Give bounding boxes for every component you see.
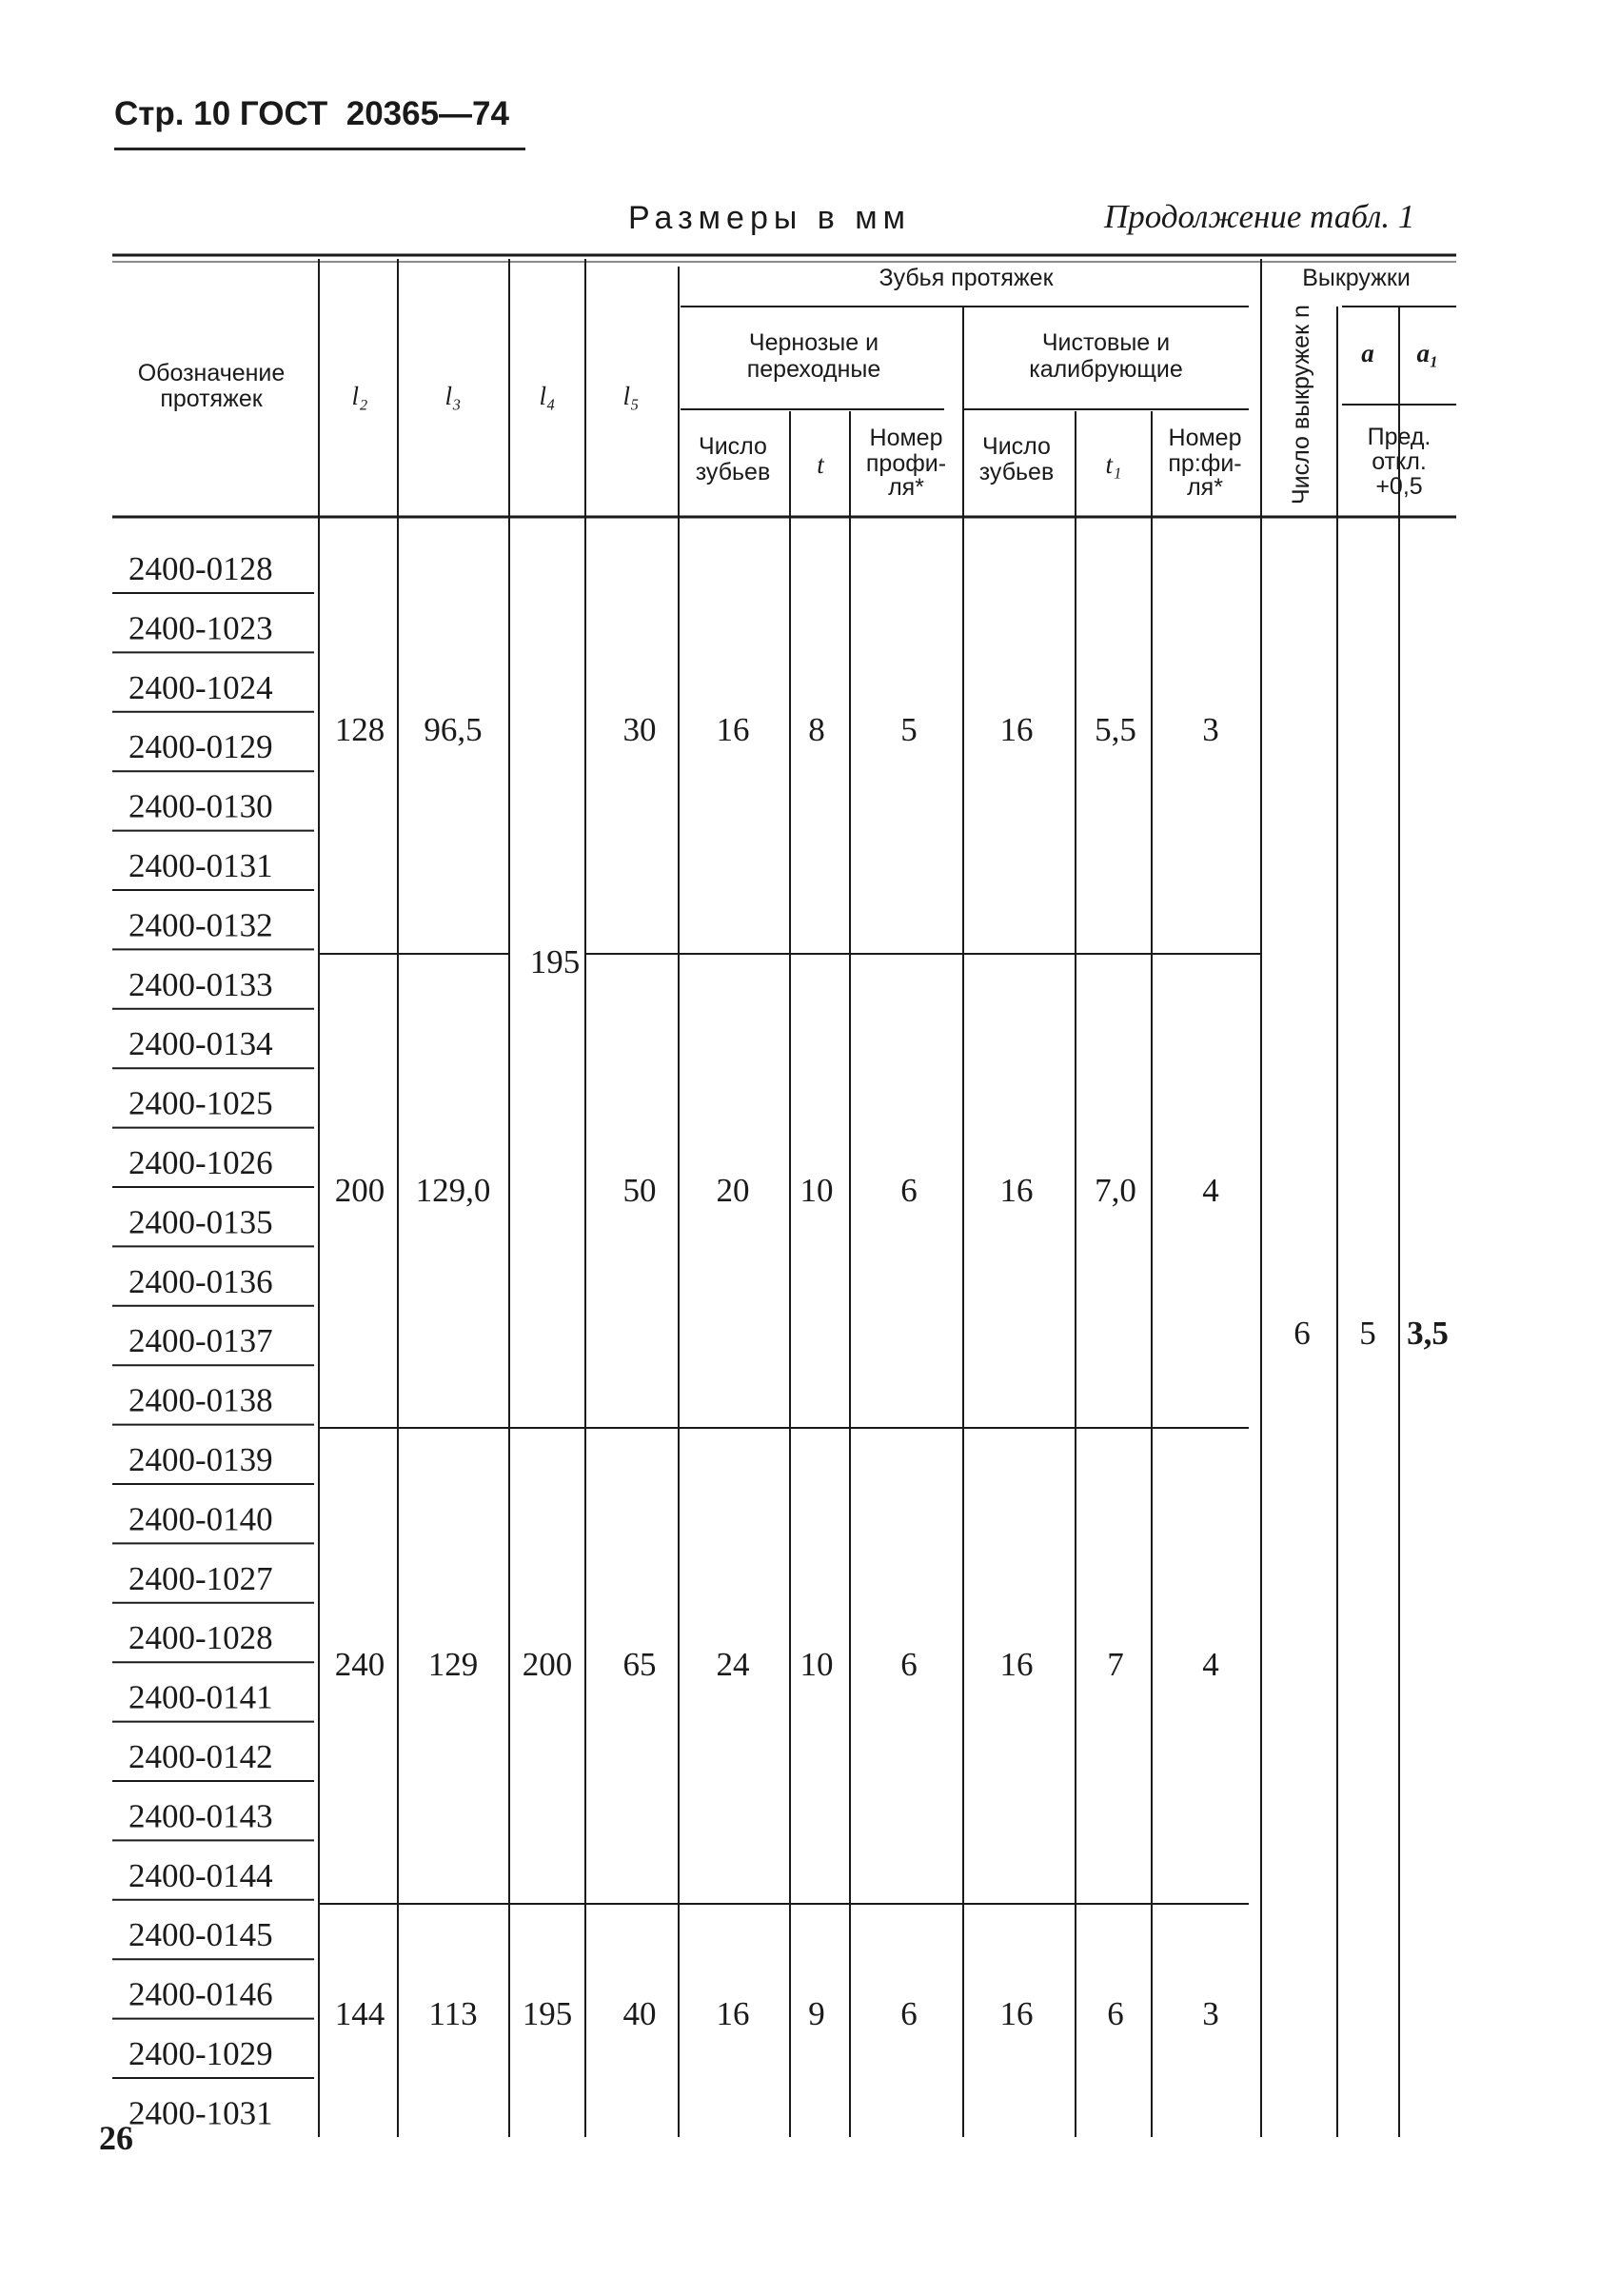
finish-profile-1: Номер	[1168, 425, 1242, 451]
finish-teeth-count-2: зубьев	[978, 459, 1055, 485]
designation-code: 2400-0142	[128, 1738, 273, 1775]
page-number: 26	[99, 2119, 133, 2157]
finish-group-line1: Чистовые и	[1041, 329, 1171, 356]
cell-prof-finish: 3	[1202, 711, 1219, 748]
cell-t1: 7,0	[1095, 1172, 1136, 1209]
rough-profile-1: Номер	[869, 425, 943, 451]
teeth-group: Зубья протяжек	[879, 265, 1054, 291]
recess-count-label: Число выкружек n	[1288, 305, 1314, 505]
rough-group-line1: Чернозые и	[748, 329, 879, 356]
finish-teeth-count-1: Число	[982, 433, 1051, 460]
cell-l4: 200	[522, 1646, 573, 1683]
cell-prof-finish: 4	[1202, 1172, 1219, 1209]
designation-code: 2400-0129	[128, 728, 273, 766]
cell-n-rough: 16	[716, 1995, 750, 2032]
cell-prof-finish: 4	[1202, 1646, 1219, 1683]
cell-l2: 128	[334, 711, 385, 748]
col-l5: l₅	[622, 382, 640, 410]
finish-profile-3: ля*	[1187, 474, 1223, 501]
cell-l3: 129	[427, 1646, 479, 1683]
cell-l5: 50	[622, 1172, 657, 1209]
tolerance-1: Пред.	[1367, 424, 1431, 450]
designation-code: 2400-1024	[128, 668, 273, 706]
designation-code: 2400-0131	[128, 847, 273, 884]
cell-t: 10	[800, 1646, 834, 1683]
cell-prof-rough: 6	[900, 1172, 918, 1209]
designation-code: 2400-0130	[128, 787, 273, 825]
designation-code: 2400-0132	[128, 906, 273, 944]
designation-code: 2400-0138	[128, 1381, 273, 1419]
col-designation-line1: Обозначение	[137, 360, 286, 386]
cell-l5: 65	[622, 1646, 657, 1683]
cell-l5: 40	[622, 1995, 657, 2032]
finish-group-line2: калибрующие	[1029, 356, 1183, 383]
designation-code: 2400-0143	[128, 1797, 273, 1835]
designation-code: 2400-0139	[128, 1441, 273, 1478]
designation-code: 2400-0134	[128, 1025, 273, 1063]
rough-profile-3: ля*	[888, 474, 924, 501]
cell-prof-rough: 5	[900, 711, 918, 748]
designation-code: 2400-0145	[128, 1916, 273, 1954]
cell-n-finish: 16	[999, 1646, 1034, 1683]
rough-teeth-count-1: Число	[699, 433, 767, 460]
rough-teeth-count-2: зубьев	[695, 459, 771, 485]
tolerance-3: +0,5	[1375, 473, 1423, 500]
cell-t1: 7	[1107, 1646, 1124, 1683]
designation-code: 2400-0146	[128, 1975, 273, 2013]
col-a: a	[1361, 339, 1374, 367]
finish-profile-2: пр:фи-	[1168, 450, 1242, 477]
cell-l3: 129,0	[415, 1172, 491, 1209]
designation-code: 2400-0144	[128, 1856, 273, 1894]
designation-code: 2400-0128	[128, 550, 273, 587]
col-a1: a₁	[1416, 339, 1439, 367]
cell-l3: 96,5	[424, 711, 483, 748]
rough-profile-2: профи-	[865, 450, 947, 477]
col-l3: l₃	[444, 382, 462, 410]
cell-n-finish: 16	[999, 1995, 1034, 2032]
recess-a-value: 5	[1359, 1315, 1376, 1352]
designation-code: 2400-1029	[128, 2035, 273, 2072]
cell-l2: 240	[334, 1646, 385, 1683]
cell-prof-rough: 6	[900, 1646, 918, 1683]
col-designation-line2: протяжек	[160, 386, 263, 412]
col-t: t	[817, 450, 824, 479]
cell-t: 8	[808, 711, 825, 748]
designation-code: 2400-1026	[128, 1144, 273, 1181]
cell-prof-rough: 6	[900, 1995, 918, 2032]
cell-l2: 200	[334, 1172, 385, 1209]
code-column	[112, 550, 314, 2131]
cell-t1: 5,5	[1095, 711, 1136, 748]
designation-code: 2400-1027	[128, 1559, 273, 1597]
cell-t: 9	[808, 1995, 825, 2032]
cell-n-rough: 20	[716, 1172, 750, 1209]
designation-code: 2400-1028	[128, 1619, 273, 1657]
units-caption: Размеры в мм	[628, 200, 912, 236]
designation-code: 2400-1025	[128, 1084, 273, 1122]
cell-l3: 113	[428, 1995, 478, 2032]
designation-code: 2400-0136	[128, 1262, 273, 1300]
designation-code: 2400-0135	[128, 1203, 273, 1241]
cell-t: 10	[800, 1172, 834, 1209]
l4-shared-value: 195	[529, 943, 581, 980]
tolerance-2: откл.	[1372, 448, 1427, 475]
designation-code: 2400-1023	[128, 609, 273, 647]
designation-code: 2400-0140	[128, 1500, 273, 1538]
col-t1: t₁	[1105, 450, 1122, 479]
cell-n-rough: 16	[716, 711, 750, 748]
cell-prof-finish: 3	[1202, 1995, 1219, 2032]
designation-code: 2400-0137	[128, 1322, 273, 1360]
page-header: Стр. 10 ГОСТ 20365—74	[114, 95, 509, 132]
cell-t1: 6	[1107, 1995, 1124, 2032]
recess-group: Выкружки	[1302, 265, 1411, 291]
cell-l2: 144	[334, 1995, 385, 2032]
cell-n-rough: 24	[716, 1646, 750, 1683]
rough-group-line2: переходные	[746, 356, 881, 383]
recess-a1-value: 3,5	[1407, 1315, 1449, 1352]
col-l2: l₂	[351, 382, 368, 410]
recess-n-value: 6	[1293, 1315, 1311, 1352]
designation-code: 2400-1031	[128, 2094, 273, 2132]
col-l4: l₄	[539, 382, 556, 410]
cell-l5: 30	[622, 711, 657, 748]
value-cells	[335, 711, 1219, 2032]
designation-code: 2400-0133	[128, 965, 273, 1003]
cell-l4: 195	[522, 1995, 573, 2032]
cell-n-finish: 16	[999, 711, 1034, 748]
cell-n-finish: 16	[999, 1172, 1034, 1209]
continuation-caption: Продолжение табл. 1	[1104, 198, 1415, 235]
designation-code: 2400-0141	[128, 1678, 273, 1716]
